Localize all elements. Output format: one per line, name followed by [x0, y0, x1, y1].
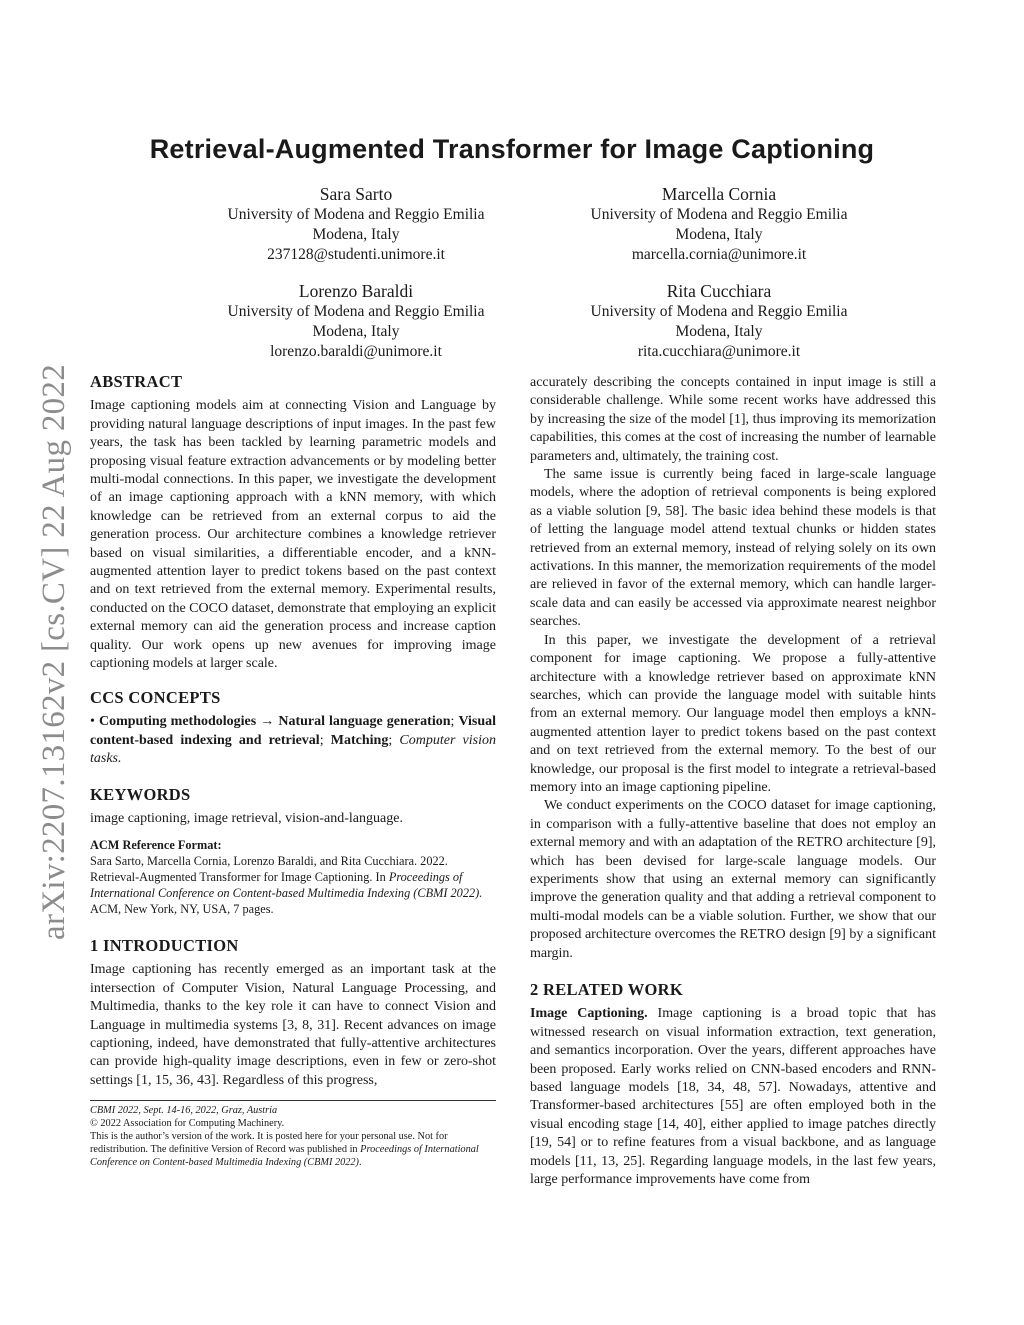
related-work-paragraph [530, 1005, 936, 1189]
ccs-separator: ; [450, 714, 455, 730]
left-column [90, 373, 496, 674]
related-work-heading: 2 RELATED WORK [530, 980, 684, 999]
author-affiliation: University of Modena and Reggio Emilia [227, 303, 485, 320]
keywords-heading: KEYWORDS [90, 785, 191, 804]
intro-paragraph: In this paper, we investigate the development of a retrieval component for image captioning. We propose a fully-attentive architecture with a knowledge retriever based on approximate kNN searches, which can provide the language model with suitable hints from an external memory. Our language model then employs a kNN-augmented attention layer to predict tokens based on the past context and on text retrieved from the external memory. To the best of our knowledge, our proposal is the first model to integrate a retrieval-based memory into an image captioning pipeline. [530, 632, 936, 795]
introduction-paragraph: Image captioning has recently emerged as an important task at the intersection of Computer Vision, Natural Language Processing, and Multimedia, thanks to the key role it can have to connect Vision and Language in multimedia systems [3, 8, 31]. Recent advances on image captioning, indeed, have demonstrated that fully-attentive architectures can provide high-quality image descriptions, even in few or zero-shot settings [1, 15, 36, 43]. Regardless of this progress, [90, 962, 496, 1088]
footnote [90, 1100, 496, 1169]
author-affiliation: University of Modena and Reggio Emilia [227, 206, 485, 223]
author-name: Rita Cucchiara [666, 281, 772, 301]
footnote-copyright: © 2022 Association for Computing Machinery. [90, 1118, 285, 1129]
author-name: Sara Sarto [319, 184, 393, 204]
ccs-concept: Matching [330, 732, 389, 748]
footnote-notice [90, 1130, 496, 1169]
related-work-lead: Image Captioning. [530, 1006, 648, 1022]
author-location: Modena, Italy [312, 323, 400, 340]
footnote-rule [90, 1100, 496, 1101]
author-location: Modena, Italy [675, 323, 763, 340]
introduction-section [90, 937, 496, 1090]
author-email: marcella.cornia@unimore.it [631, 246, 807, 263]
ccs-heading: CCS CONCEPTS [90, 688, 221, 707]
author-block [166, 280, 546, 362]
footnote-conference: CBMI 2022, Sept. 14-16, 2022, Graz, Austria [90, 1105, 278, 1116]
footnote-notice-text: This is the author’s version of the work. It is posted here for your personal use. Not for redistribution. The definitive Version of Record was published in [90, 1131, 448, 1155]
arxiv-identifier: arXiv:2207.13162v2 [cs.CV] 22 Aug 2022 [36, 363, 72, 940]
intro-paragraph: We conduct experiments on the COCO dataset for image captioning, in comparison with a fully-attentive baseline that does not employ an external memory and with an adaptation of the RETRO architecture [9], which has been devised for large-scale language models. Our experiments show that using an external memory can significantly improve the generation quality and that adding a retrieval component to multi-modal models can be a viable solution. Further, we show that our proposed architecture overcomes the RETRO design [9] by a significant margin. [530, 798, 936, 961]
author-email: lorenzo.baraldi@unimore.it [270, 343, 442, 360]
ccs-section [90, 689, 496, 769]
acm-reference [90, 837, 496, 917]
author-name: Lorenzo Baraldi [298, 281, 414, 301]
introduction-heading: 1 INTRODUCTION [90, 936, 239, 955]
acm-reference-publisher: ACM, New York, NY, USA, 7 pages. [90, 902, 274, 916]
author-name: Marcella Cornia [661, 184, 777, 204]
footnote-notice-venue: Proceedings of International Conference on Content-based Multimedia Indexing (CBMI 2022) [90, 1144, 479, 1168]
abstract-text: Image captioning models aim at connecting Vision and Language by providing natural language descriptions of input images. In the past few years, the task has been tackled by learning parametric models and proposing visual feature extraction advancements or by modeling better multi-modal connections. In this paper, we investigate the development of an image captioning approach with a kNN memory, with which knowledge can be retrieved from an external corpus to aid the generation process. Our architecture combines a knowledge retriever based on visual similarities, a differentiable encoder, and a kNN-augmented attention layer to predict tokens based on the past context and on text retrieved from the external memory. Experimental results, conducted on the COCO dataset, demonstrate that employing an explicit external memory can aid the generation process and increase caption quality. Our work opens up new avenues for improving image captioning models at larger scale. [90, 398, 496, 672]
acm-reference-venue: Proceedings of International Conference on Content-based Multimedia Indexing (CBMI 2022). [90, 870, 483, 900]
author-location: Modena, Italy [675, 226, 763, 243]
author-email: 237128@studenti.unimore.it [267, 246, 445, 263]
author-affiliation: University of Modena and Reggio Emilia [590, 206, 848, 223]
related-work-section [530, 981, 936, 1189]
intro-paragraph: The same issue is currently being faced in large-scale language models, where the adoption of retrieval components is being explored as a viable solution [9, 58]. The basic idea behind these models is that of letting the language model attend textual chunks or hidden states retrieved from an external memory, instead of relying solely on its own activations. In this manner, the memorization requirements of the model are relieved in favor of the external memory, which can handle larger-scale data and can easily be accessed via approximate nearest neighbor searches. [530, 467, 936, 630]
keywords-text: image captioning, image retrieval, vision-and-language. [90, 811, 403, 827]
ccs-arrow: → [260, 714, 275, 730]
acm-reference-authors: Sara Sarto, Marcella Cornia, Lorenzo Baraldi, and Rita Cucchiara. 2022. Retrieval-Augmented Transformer for Image Captioning. In [90, 854, 448, 884]
ccs-end: . [118, 751, 122, 767]
acm-reference-label: ACM Reference Format: [90, 838, 222, 852]
footnote-notice-end: . [359, 1157, 362, 1168]
author-block [166, 183, 546, 265]
paper-title: Retrieval-Augmented Transformer for Image Captioning [149, 134, 875, 164]
ccs-concept: Computing methodologies [98, 714, 257, 730]
ccs-concept: Visual content-based indexing and retrieval [90, 714, 497, 748]
ccs-concept: Natural language generation [278, 714, 451, 730]
intro-paragraph: accurately describing the concepts contained in input image is still a considerable challenge. While some recent works have addressed this by increasing the size of the model [1], thus improving its memorization capabilities, this comes at the cost of increasing the number of learnable parameters and, ultimately, the training cost. [530, 375, 936, 464]
author-block [529, 280, 909, 362]
ccs-text [90, 713, 496, 768]
ccs-bullet: • [90, 714, 95, 730]
author-block [529, 183, 909, 265]
ccs-separator: ; [319, 732, 324, 748]
ccs-concept: Computer vision tasks [90, 732, 496, 767]
ccs-separator: ; [388, 732, 393, 748]
acm-reference-text [90, 853, 496, 917]
author-location: Modena, Italy [312, 226, 400, 243]
right-column [530, 374, 936, 963]
keywords-section [90, 786, 496, 829]
author-affiliation: University of Modena and Reggio Emilia [590, 303, 848, 320]
related-work-text: Image captioning is a broad topic that has witnessed research on visual information extraction, text generation, and semantics incorporation. Over the years, different approaches have been proposed. Early works relied on CNN-based encoders and RNN-based language models [18, 34, 48, 57]. Nowadays, attentive and Transformer-based architectures [55] are often employed both in the visual encoding stage [14, 40], either applied to image patches directly [19, 54] or to refine features from a visual backbone, and as language models [11, 13, 25]. Regarding language models, in the last few years, large performance improvements have come from [530, 1006, 937, 1188]
abstract-heading: ABSTRACT [90, 372, 183, 391]
author-email: rita.cucchiara@unimore.it [637, 343, 801, 360]
